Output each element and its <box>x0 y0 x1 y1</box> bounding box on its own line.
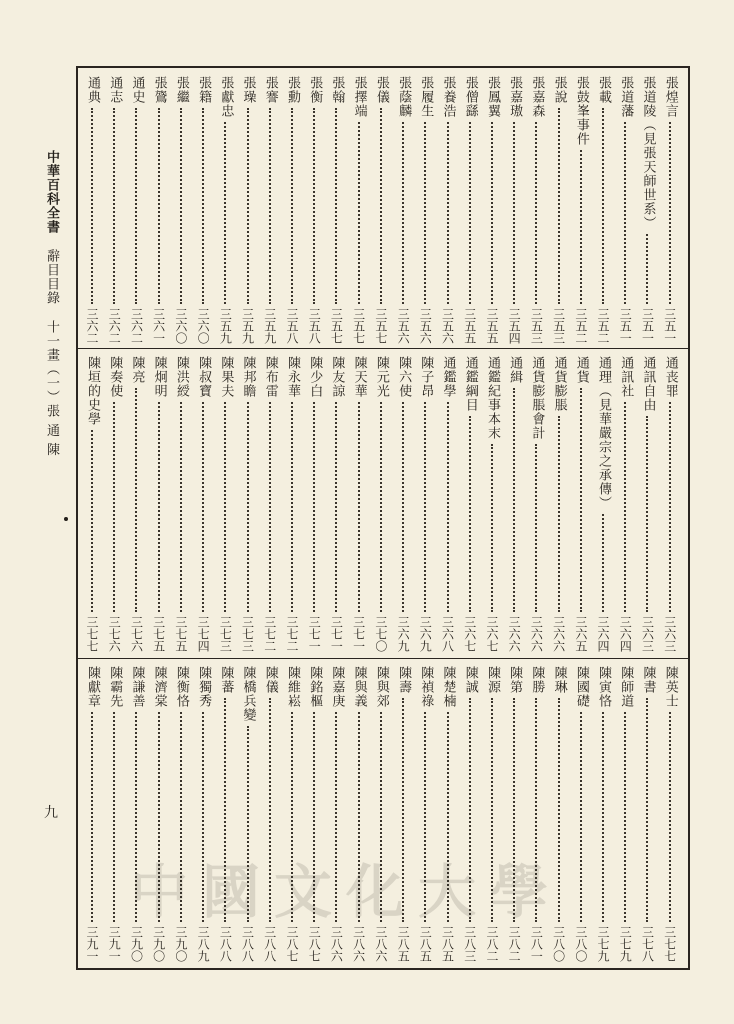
index-entry <box>415 356 435 652</box>
index-entry <box>504 76 524 344</box>
dot-leader <box>491 122 493 304</box>
entry-page-number: 三七〇 <box>373 616 388 652</box>
dot-leader <box>313 108 315 304</box>
entry-page-number: 三六六 <box>507 616 522 652</box>
index-entry <box>393 356 413 652</box>
entry-term: 陳禎祿 <box>418 666 434 708</box>
entry-page-number: 三五五 <box>484 308 499 344</box>
dot-leader <box>447 402 449 612</box>
entry-page-number: 三八七 <box>284 926 299 962</box>
entry-page-number: 三七七 <box>662 926 677 962</box>
entry-page-number: 三五六 <box>396 308 411 344</box>
dot-leader <box>380 402 382 612</box>
entry-term: 陳寅恪 <box>596 666 612 708</box>
band-divider <box>78 348 688 349</box>
entry-page-number: 三九〇 <box>129 926 144 962</box>
entry-page-number: 三五六 <box>440 308 455 344</box>
dot-leader <box>580 388 582 612</box>
entry-term: 張道陵（見張天師世系） <box>640 76 656 230</box>
index-entry <box>393 76 413 344</box>
dot-leader <box>158 402 160 612</box>
entry-page-number: 三七一 <box>307 616 322 652</box>
dot-leader <box>269 402 271 612</box>
index-entry <box>171 76 191 344</box>
index-entry <box>526 76 546 344</box>
index-entry <box>304 356 324 652</box>
entry-page-number: 三七三 <box>218 616 233 652</box>
entry-page-number: 三六七 <box>484 616 499 652</box>
entry-page-number: 三八八 <box>240 926 255 962</box>
dot-leader <box>113 712 115 922</box>
index-entry <box>82 356 102 652</box>
encyclopedia-title: 中華百科全書 <box>44 150 59 234</box>
index-entry <box>438 76 458 344</box>
entry-term: 通訊社 <box>618 356 634 398</box>
dot-leader <box>469 122 471 304</box>
dot-leader <box>135 108 137 304</box>
running-header <box>42 150 60 457</box>
dot-leader <box>624 122 626 304</box>
dot-leader <box>224 122 226 304</box>
entry-term: 陳嘉庚 <box>329 666 345 708</box>
entry-term: 陳師道 <box>618 666 634 708</box>
index-entry <box>637 356 657 652</box>
index-entry <box>149 76 169 344</box>
entry-page-number: 三五七 <box>373 308 388 344</box>
entry-page-number: 三五九 <box>262 308 277 344</box>
entry-term: 張鳳翼 <box>484 76 500 118</box>
entry-page-number: 三八〇 <box>551 926 566 962</box>
entry-page-number: 三五七 <box>329 308 344 344</box>
entry-page-number: 三五八 <box>284 308 299 344</box>
entry-term: 陳邦瞻 <box>240 356 256 398</box>
entry-term: 陳友諒 <box>329 356 345 398</box>
dot-leader <box>513 388 515 612</box>
entry-page-number: 三八五 <box>418 926 433 962</box>
dot-leader <box>669 402 671 612</box>
entry-term: 張鼓峯事件 <box>573 76 589 146</box>
dot-leader <box>580 712 582 922</box>
entry-page-number: 三七九 <box>596 926 611 962</box>
dot-leader <box>669 122 671 304</box>
entry-term: 張儀 <box>373 76 389 104</box>
entry-page-number: 三六一 <box>151 308 166 344</box>
entry-term: 張道藩 <box>618 76 634 118</box>
index-entry <box>438 356 458 652</box>
index-band <box>82 76 680 344</box>
dot-leader <box>424 122 426 304</box>
index-entry <box>126 76 146 344</box>
dot-leader <box>669 712 671 922</box>
index-entry <box>593 76 613 344</box>
entry-page-number: 三五九 <box>240 308 255 344</box>
entry-term: 通丧罪 <box>662 356 678 398</box>
index-entry <box>349 76 369 344</box>
dot-leader <box>269 108 271 304</box>
dot-leader <box>358 122 360 304</box>
entry-page-number: 三五三 <box>529 308 544 344</box>
entry-page-number: 三八六 <box>351 926 366 962</box>
index-entry <box>615 666 635 962</box>
entry-page-number: 三七七 <box>85 616 99 652</box>
index-entry <box>571 76 591 344</box>
entry-page-number: 三五八 <box>307 308 322 344</box>
entry-page-number: 三九一 <box>85 926 99 962</box>
entry-page-number: 三五二 <box>596 308 611 344</box>
index-entry <box>571 356 591 652</box>
index-entry <box>104 76 124 344</box>
entry-page-number: 三七二 <box>262 616 277 652</box>
entry-term: 陳勝 <box>529 666 545 694</box>
entry-term: 通貨膨脹會計 <box>529 356 545 440</box>
entry-term: 陳元光 <box>373 356 389 398</box>
dot-leader <box>624 402 626 612</box>
index-entry <box>549 356 569 652</box>
entry-page-number: 三七四 <box>196 616 211 652</box>
entry-page-number: 三八五 <box>396 926 411 962</box>
entry-term: 通貨膨脹 <box>551 356 567 412</box>
entry-page-number: 三六二 <box>85 308 99 344</box>
index-band <box>82 356 680 652</box>
entry-term: 通鑑學 <box>440 356 456 398</box>
dot-leader <box>358 402 360 612</box>
dot-leader <box>135 388 137 612</box>
binding-dot-icon <box>64 517 68 521</box>
index-entry <box>304 76 324 344</box>
index-entry <box>104 356 124 652</box>
entry-term: 張載 <box>596 76 612 104</box>
entry-page-number: 三八九 <box>196 926 211 962</box>
dot-leader <box>491 444 493 612</box>
entry-term: 張嘉森 <box>529 76 545 118</box>
entry-term: 張說 <box>551 76 567 104</box>
entry-term: 張繼 <box>173 76 189 104</box>
entry-term: 陳銘樞 <box>307 666 323 708</box>
index-entry <box>637 76 657 344</box>
entry-page-number: 三六四 <box>596 616 611 652</box>
entry-term: 張蔭麟 <box>396 76 412 118</box>
entry-term: 陳垣的史學 <box>85 356 100 426</box>
entry-term: 陳國礎 <box>573 666 589 708</box>
index-entry <box>215 76 235 344</box>
entry-term: 陳誠 <box>462 666 478 694</box>
entry-term: 通史 <box>129 76 145 104</box>
dot-leader <box>180 108 182 304</box>
entry-page-number: 三九〇 <box>173 926 188 962</box>
index-entry <box>660 666 680 962</box>
entry-term: 陳琳 <box>551 666 567 694</box>
dot-leader <box>424 402 426 612</box>
index-entry <box>371 356 391 652</box>
entry-page-number: 三六四 <box>618 616 633 652</box>
index-entry <box>482 356 502 652</box>
entry-term: 陳炯明 <box>151 356 167 398</box>
entry-page-number: 三六八 <box>440 616 455 652</box>
entry-term: 張勳 <box>284 76 300 104</box>
entry-page-number: 三六二 <box>107 308 122 344</box>
entry-term: 陳蕃 <box>218 666 234 694</box>
dot-leader <box>158 108 160 304</box>
entry-page-number: 三六三 <box>662 616 677 652</box>
entry-term: 通典 <box>85 76 100 104</box>
entry-term: 陳天華 <box>351 356 367 398</box>
entry-page-number: 三七六 <box>129 616 144 652</box>
dot-leader <box>113 402 115 612</box>
dot-leader <box>313 402 315 612</box>
entry-term: 陳布雷 <box>262 356 278 398</box>
entry-term: 張養浩 <box>440 76 456 118</box>
index-entry <box>282 76 302 344</box>
entry-term: 張籍 <box>196 76 212 104</box>
entry-term: 陳書 <box>640 666 656 694</box>
dot-leader <box>91 108 93 304</box>
entry-page-number: 三八二 <box>507 926 522 962</box>
entry-term: 陳子昂 <box>418 356 434 398</box>
entry-term: 通貨 <box>573 356 589 384</box>
entry-term: 陳衡恪 <box>173 666 189 708</box>
index-entry <box>193 76 213 344</box>
dot-leader <box>602 514 604 612</box>
entry-term: 通鑑紀事本末 <box>484 356 500 440</box>
dot-leader <box>646 416 648 612</box>
dot-leader <box>646 234 648 304</box>
entry-term: 張煌言 <box>662 76 678 118</box>
entry-term: 陳謙善 <box>129 666 145 708</box>
dot-leader <box>469 416 471 612</box>
page-number: 九 <box>44 805 58 821</box>
entry-page-number: 三六九 <box>396 616 411 652</box>
entry-term: 陳英士 <box>662 666 678 708</box>
index-entry <box>593 666 613 962</box>
entry-page-number: 三八二 <box>484 926 499 962</box>
dot-leader <box>447 122 449 304</box>
entry-term: 張履生 <box>418 76 434 118</box>
index-entry <box>349 356 369 652</box>
entry-page-number: 三六五 <box>573 616 588 652</box>
entry-term: 通理（見華嚴宗之承傳） <box>596 356 612 510</box>
dot-leader <box>202 402 204 612</box>
entry-page-number: 三五四 <box>507 308 522 344</box>
entry-page-number: 三六〇 <box>173 308 188 344</box>
index-entry <box>82 76 102 344</box>
index-entry <box>660 356 680 652</box>
dot-leader <box>558 108 560 304</box>
index-frame <box>76 66 690 970</box>
entry-page-number: 三七八 <box>640 926 655 962</box>
watermark: 中國文化大學 <box>130 858 563 926</box>
section-title: 辭目目錄 <box>44 249 59 306</box>
entry-page-number: 三五一 <box>618 308 633 344</box>
entry-term: 陳永華 <box>284 356 300 398</box>
dot-leader <box>535 444 537 612</box>
entry-page-number: 三九一 <box>107 926 122 962</box>
dot-leader <box>247 108 249 304</box>
entry-term: 陳濟棠 <box>151 666 167 708</box>
dot-leader <box>180 402 182 612</box>
index-entry <box>193 356 213 652</box>
index-entry <box>126 356 146 652</box>
entry-page-number: 三六六 <box>551 616 566 652</box>
entry-term: 陳六使 <box>396 356 412 398</box>
entry-term: 通訊自由 <box>640 356 656 412</box>
entry-term: 張僧繇 <box>462 76 478 118</box>
entry-page-number: 三六六 <box>529 616 544 652</box>
entry-page-number: 三五一 <box>662 308 677 344</box>
index-entry <box>415 76 435 344</box>
entry-page-number: 三八五 <box>440 926 455 962</box>
entry-term: 張鷟 <box>151 76 167 104</box>
index-entry <box>282 356 302 652</box>
entry-term: 陳霸先 <box>107 666 123 708</box>
index-entry <box>482 76 502 344</box>
index-entry <box>149 356 169 652</box>
entry-page-number: 三六〇 <box>196 308 211 344</box>
dot-leader <box>402 122 404 304</box>
entry-page-number: 三六九 <box>418 616 433 652</box>
index-entry <box>460 356 480 652</box>
index-entry <box>615 356 635 652</box>
entry-term: 張衡 <box>307 76 323 104</box>
entry-page-number: 三五一 <box>640 308 655 344</box>
entry-page-number: 三五二 <box>573 308 588 344</box>
entry-term: 陳與義 <box>351 666 367 708</box>
entry-page-number: 三八六 <box>373 926 388 962</box>
dot-leader <box>202 108 204 304</box>
dot-leader <box>335 108 337 304</box>
entry-page-number: 三八一 <box>529 926 544 962</box>
entry-term: 通志 <box>107 76 123 104</box>
entry-term: 張擇端 <box>351 76 367 118</box>
dot-leader <box>335 402 337 612</box>
entry-page-number: 三七三 <box>240 616 255 652</box>
dot-leader <box>291 108 293 304</box>
index-entry <box>637 666 657 962</box>
index-entry <box>615 76 635 344</box>
dot-leader <box>113 108 115 304</box>
index-entry <box>238 76 258 344</box>
index-entry <box>326 76 346 344</box>
dot-leader <box>602 108 604 304</box>
index-entry <box>82 666 102 962</box>
index-entry <box>549 76 569 344</box>
entry-page-number: 三六三 <box>640 616 655 652</box>
entry-page-number: 三八八 <box>218 926 233 962</box>
entry-term: 通鑑綱目 <box>462 356 478 412</box>
dot-leader <box>580 150 582 304</box>
index-entry <box>593 356 613 652</box>
dot-leader <box>291 402 293 612</box>
entry-term: 陳奏使 <box>107 356 123 398</box>
entry-term: 陳叔寶 <box>196 356 212 398</box>
dot-leader <box>224 402 226 612</box>
dot-leader <box>402 402 404 612</box>
entry-term: 陳楚楠 <box>440 666 456 708</box>
entry-term: 張謇 <box>262 76 278 104</box>
index-entry <box>171 356 191 652</box>
entry-page-number: 三七六 <box>107 616 122 652</box>
dot-leader <box>91 712 93 922</box>
entry-term: 張翰 <box>329 76 345 104</box>
entry-page-number: 三五五 <box>462 308 477 344</box>
entry-term: 陳源 <box>484 666 500 694</box>
index-entry <box>260 76 280 344</box>
dot-leader <box>646 698 648 922</box>
entry-term: 陳少白 <box>307 356 323 398</box>
entry-page-number: 三七一 <box>329 616 344 652</box>
dot-leader <box>602 712 604 922</box>
entry-term: 通緝 <box>507 356 523 384</box>
dot-leader <box>558 416 560 612</box>
index-entry <box>660 76 680 344</box>
dot-leader <box>535 122 537 304</box>
entry-page-number: 三五三 <box>551 308 566 344</box>
index-entry <box>504 356 524 652</box>
entry-page-number: 三八六 <box>329 926 344 962</box>
entry-page-number: 三六二 <box>129 308 144 344</box>
entry-term: 陳亮 <box>129 356 145 384</box>
entry-page-number: 三八〇 <box>573 926 588 962</box>
entry-term: 張璪 <box>240 76 256 104</box>
entry-page-number: 三八八 <box>262 926 277 962</box>
dot-leader <box>247 402 249 612</box>
band-divider <box>78 658 688 659</box>
entry-page-number: 三七五 <box>173 616 188 652</box>
index-entry <box>326 356 346 652</box>
index-entry <box>238 356 258 652</box>
index-entry <box>260 356 280 652</box>
entry-page-number: 三五九 <box>218 308 233 344</box>
dot-leader <box>380 108 382 304</box>
index-entry <box>104 666 124 962</box>
entry-term: 張獻忠 <box>218 76 234 118</box>
entry-page-number: 三七五 <box>151 616 166 652</box>
index-entry <box>460 76 480 344</box>
index-entry <box>571 666 591 962</box>
entry-term: 陳洪綬 <box>173 356 189 398</box>
entry-term: 陳儀 <box>262 666 278 694</box>
entry-page-number: 三九〇 <box>151 926 166 962</box>
entry-term: 陳壽 <box>396 666 412 694</box>
dot-leader <box>624 712 626 922</box>
entry-page-number: 三七一 <box>351 616 366 652</box>
dot-leader <box>91 430 93 612</box>
entry-term: 張嘉璈 <box>507 76 523 118</box>
entry-page-number: 三八三 <box>462 926 477 962</box>
entry-term: 陳橋兵變 <box>240 666 256 722</box>
entry-page-number: 三五七 <box>351 308 366 344</box>
index-entry <box>371 76 391 344</box>
entry-page-number: 三七二 <box>284 616 299 652</box>
entry-term: 陳維崧 <box>284 666 300 708</box>
entry-term: 陳果夫 <box>218 356 234 398</box>
index-entry <box>215 356 235 652</box>
stroke-range: 十一畫（一）張 通 陳 <box>44 320 59 457</box>
entry-term: 陳與郊 <box>373 666 389 708</box>
entry-page-number: 三八七 <box>307 926 322 962</box>
entry-page-number: 三五六 <box>418 308 433 344</box>
dot-leader <box>513 122 515 304</box>
entry-page-number: 三七九 <box>618 926 633 962</box>
entry-term: 陳獨秀 <box>196 666 212 708</box>
entry-term: 陳獻章 <box>85 666 100 708</box>
entry-page-number: 三六七 <box>462 616 477 652</box>
entry-term: 陳第 <box>507 666 523 694</box>
index-entry <box>526 356 546 652</box>
